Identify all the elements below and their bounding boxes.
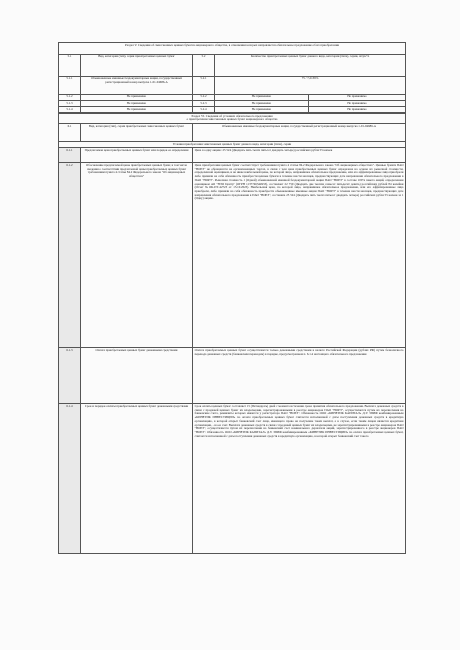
row-6-1-2-value: Цена приобретения ценных бумаг соответствует требованиям пункта 4 статьи 84.2 Федерального закона "Об акционерных обществах". Ценные бумаги ПАО "НОРЭ" не обращаются на организованных торгах, в связи с чем цена приобретаемых ценных бумаг определена на основе их рыночной стоимости, определенной оценщиком, и не ниже наибольшей цены, по которой лицо, направившее обязательное предложение, или его аффилированные лица приобрели либо приняли на себя обязанность приобрести ценные бумаги в течение шести месяцев, предшествующих дате направления обязательного предложения в ПАО "НОРЭ". Рыночная стоимость 1 (Одной) обыкновенной именной бездокументарной акции ПАО "НОРЭ" в составе 100% пакета акций, определенная оценщиком АО "НЭО Центр" (ОГРН 1137746344933), составляет 22 759 (Двадцать две тысячи семьсот пятьдесят девять) российских рублей 84 копейки (Отчет №ОК-ПТ-42723 от 15.10.2023). Наибольшая цена, по которой лицо, направившее обязательное предложение, или его аффилированные лица приобрели, либо приняли на себя обязанность приобрести обыкновенные именные акции ПАО "НОРЭ" в течение шести месяцев, предшествующих дате направления обязательного предложения в ПАО "НОРЭ", составила 25 524 (Двадцать пять тысяч пятьсот двадцать четыре) российских рубля 55 копеек за 1 (Одну) акцию.	[193, 163, 406, 348]
row-5-1-number: 5.1	[59, 54, 81, 76]
section-5-table	[58, 42, 406, 113]
section-6-subtitle: Условия приобретения эмиссионных ценных бумаг данного вида, категории (типа), серии	[59, 141, 406, 147]
row-6-1-4-label: Срок и порядок оплаты приобретаемых ценных бумаг денежными средствами	[81, 404, 193, 554]
row-6-1-value: Обыкновенные именные бездокументарные акции, государственный регистрационный номер выпуска 1-01-04686-А	[193, 123, 406, 141]
row-5-1-1-number: 5.1.1	[59, 76, 81, 94]
row-6-1-1-label: Предлагаемая цена приобретаемых ценных бумаг или порядок ее определения	[81, 148, 193, 163]
row-5-2-4-value-extra: Не применимо	[309, 107, 406, 113]
section-5-title: Раздел V. Сведения об эмиссионных ценных бумагах акционерного общества, в отношении которых направляется обязательное предложение об их приобретении	[59, 43, 406, 55]
row-5-2-1-value: 75 / 7,2139%	[215, 76, 406, 94]
row-5-1-3-value: Не применимо	[81, 100, 193, 106]
row-5-2-4-number: 5.2.4	[193, 107, 215, 113]
row-6-1-4-value: Срок оплаты ценных бумаг составляет 15 (Пятнадцать) дней с момента истечения срока принятия обязательного предложения. Выплата денежных средств в связи с продажей ценных бумаг их владельцами, зарегистрированными в реестре акционеров ПАО "НОРЭ", осуществляется путем их перечисления на банковские счета, реквизиты которых имеются у регистратора ПАО "НОРЭ". Обязанность ООО «КИНЕТИК КАПИТАЛ» Д.У. ЗПИФ комбинированным «КИНЕТИК ИНВЕСТИЦИИ» по оплате приобретаемых ценных бумаг считается исполненной с даты поступления денежных средств в кредитную организацию, в которой открыт банковский счет лица, имеющего право на получение таких выплат, а в случае, если таким лицом является кредитная организация, - на ее счет. Выплата денежных средств в связи с продажей ценных бумаг их владельцами, не зарегистрированными в реестре акционеров ПАО "НОРЭ", осуществляется путем их перечисления на банковский счет номинального держателя акций, зарегистрированного в реестре акционеров ПАО "НОРЭ". Обязанность ООО «КИНЕТИК КАПИТАЛ» Д.У. ЗПИФ комбинированным «КИНЕТИК ИНВЕСТИЦИИ» по оплате приобретаемых ценных бумаг, считается исполненной с даты поступления денежных средств в кредитную организацию, в которой открыт банковский счет такого	[193, 404, 406, 554]
section-6-title	[59, 113, 406, 123]
row-6-1-label: Вид, категория (тип), серия приобретаемых эмиссионных ценных бумаг	[81, 123, 193, 141]
row-5-2-2-value: Не применимо	[215, 94, 309, 100]
row-6-1-1-value: Цена за одну акцию: 25 524 (Двадцать пять тысяч пятьсот двадцать четыре) российских рубля 55 копеек	[193, 148, 406, 163]
row-6-1-3-number: 6.1.3	[59, 348, 81, 404]
row-5-2-label: Количество приобретаемых ценных бумаг данного вида, категории (типа), серии, штук/%	[215, 54, 406, 76]
row-5-2-1-number: 5.2.1	[193, 76, 215, 94]
row-5-2-number: 5.2	[193, 54, 215, 76]
row-5-1-2-number: 5.1.2	[59, 94, 81, 100]
securities-offer-form	[58, 42, 405, 554]
row-5-2-3-number: 5.2.3	[193, 100, 215, 106]
section-6-title-line-1: Раздел VI. Сведения об условиях обязательного предложения	[191, 113, 273, 118]
row-5-2-4-value: Не применимо	[215, 107, 309, 113]
row-5-2-2-value-extra: Не применимо	[309, 94, 406, 100]
row-5-1-label: Вид, категория (тип), серия приобретаемых ценных бумаг	[81, 54, 193, 76]
row-6-1-3-label: Оплата приобретаемых ценных бумаг денежными средствами	[81, 348, 193, 404]
row-6-1-2-number: 6.1.2	[59, 163, 81, 348]
row-5-1-3-number: 5.1.3	[59, 100, 81, 106]
row-5-2-3-value: Не применимо	[215, 100, 309, 106]
row-6-1-4-number: 6.1.4	[59, 404, 81, 554]
row-6-1-2-label: Обоснование предлагаемой цены приобретаемых ценных бумаг, в том числе сведения о соответствии предлагаемой цены приобретаемых ценных бумаг требованиям пункта 4 статьи 84.2 Федерального закона "Об акционерных обществах"	[81, 163, 193, 348]
row-5-2-3-value-extra: Не применимо	[309, 100, 406, 106]
row-5-1-2-value: Не применимо	[81, 94, 193, 100]
row-5-1-4-value: Не применимо	[81, 107, 193, 113]
row-6-1-3-value: Оплата приобретаемых ценных бумаг осуществляется только денежными средствами в валюте Российской Федерации (рублях РФ) путем безналичного перевода денежных средств (банковским переводом) в порядке, предусмотренном п. 6.1.4 настоящего обязательного предложения	[193, 348, 406, 404]
row-5-1-4-number: 5.1.4	[59, 107, 81, 113]
section-6-title-line-2: о приобретении эмиссионных ценных бумаг акционерного общества	[186, 117, 278, 122]
section-6-table	[58, 113, 406, 554]
row-6-1-number: 6.1	[59, 123, 81, 141]
row-6-1-1-number: 6.1.1	[59, 148, 81, 163]
row-5-1-1-value: Обыкновенные именные бездокументарные акции, государственный регистрационный номер выпуска 1-01-04686-А	[81, 76, 193, 94]
row-5-2-2-number: 5.2.2	[193, 94, 215, 100]
